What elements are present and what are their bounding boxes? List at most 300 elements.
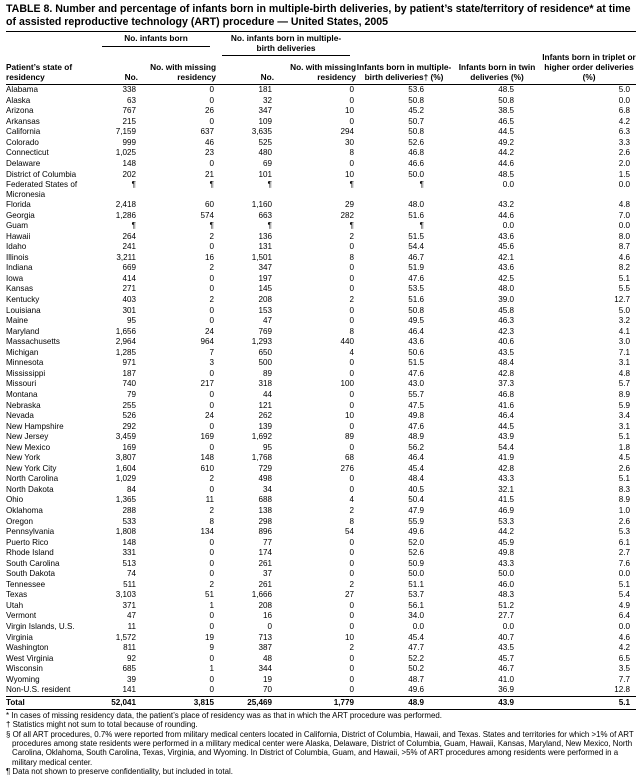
infants-no-cell: 526 — [122, 411, 136, 421]
table-row — [6, 401, 636, 412]
infants-no-cell: 241 — [122, 242, 136, 252]
triplet-pct-cell: 4.5 — [618, 453, 631, 463]
twin-pct-cell: 39.0 — [498, 295, 515, 305]
multiple-no-cell: ¶ — [267, 180, 273, 190]
state-cell: Rhode Island — [6, 548, 54, 558]
state-cell: Guam — [6, 221, 29, 231]
triplet-pct-cell: 7.0 — [618, 210, 631, 220]
state-cell: Mississippi — [6, 368, 46, 378]
table-title: TABLE 8. Number and percentage of infants born in multiple-birth deliveries, by patient’s state/territory of residence* at time of assisted reproductive technology (ART) procedure — United States, 2005 — [6, 3, 631, 28]
state-cell: Missouri — [6, 379, 37, 389]
state-cell: Maine — [6, 316, 29, 326]
triplet-pct-cell: 0.0 — [618, 221, 631, 231]
infants-no-cell: 513 — [122, 558, 136, 568]
multiple-missing-cell: 0 — [349, 421, 355, 431]
multiple-missing-cell: 0 — [349, 400, 355, 410]
multiple-missing-cell: ¶ — [349, 180, 355, 190]
multiple-pct-cell: 55.7 — [408, 389, 425, 399]
twin-pct-cell: 44.5 — [498, 127, 515, 137]
multiple-pct-cell: 46.6 — [408, 159, 425, 169]
state-cell: Iowa — [6, 273, 24, 283]
table-row — [6, 358, 636, 369]
multiple-missing-cell: 2 — [349, 643, 355, 653]
triplet-pct-cell: 4.6 — [618, 252, 631, 262]
table-row — [6, 590, 636, 601]
state-cell: Hawaii — [6, 231, 31, 241]
table-row — [6, 369, 636, 380]
multiple-no-cell: 47 — [263, 316, 273, 326]
multiple-no-cell: 197 — [258, 273, 273, 283]
state-cell: West Virginia — [6, 653, 54, 663]
header-multiple-missing: No. with missing residency — [290, 62, 357, 82]
state-cell: Nebraska — [6, 400, 41, 410]
multiple-no-cell: 480 — [258, 148, 273, 158]
infants-missing-cell: 2 — [209, 295, 215, 305]
state-cell: Washington — [6, 643, 49, 653]
infants-no-cell: 338 — [96, 85, 138, 96]
twin-pct-cell: 46.9 — [498, 505, 515, 515]
multiple-pct-cell: 40.5 — [408, 484, 425, 494]
multiple-no-cell: 713 — [258, 632, 273, 642]
footnote: * In cases of missing residency data, the patient’s place of residency was as that in which the ART procedure was performed. — [6, 710, 442, 720]
twin-pct-cell: 46.0 — [498, 579, 515, 589]
triplet-pct-cell: 2.6 — [618, 516, 631, 526]
twin-pct-cell: 50.0 — [498, 569, 515, 579]
infants-no-cell: 52,041 — [96, 696, 138, 709]
twin-pct-cell: 36.9 — [498, 685, 515, 695]
multiple-no-cell: 0 — [267, 621, 273, 631]
twin-pct-cell: 46.5 — [498, 116, 515, 126]
infants-missing-cell: 24 — [205, 326, 215, 336]
multiple-missing-cell: 0 — [349, 368, 355, 378]
infants-no-cell: 1,656 — [115, 326, 136, 336]
multiple-pct-cell: 48.7 — [408, 674, 425, 684]
table-row — [6, 327, 636, 338]
multiple-pct-cell: 47.6 — [408, 421, 425, 431]
twin-pct-cell: 44.2 — [498, 148, 515, 158]
twin-pct-cell: 0.0 — [502, 180, 515, 190]
table-row — [6, 295, 636, 306]
multiple-no-cell: 37 — [263, 569, 273, 579]
multiple-missing-cell: 100 — [340, 379, 355, 389]
twin-pct-cell: 42.1 — [498, 252, 515, 262]
triplet-pct-cell: 12.7 — [614, 295, 631, 305]
multiple-pct-cell: 45.2 — [408, 106, 425, 116]
triplet-pct-cell: 6.1 — [618, 537, 631, 547]
header-multi-pct: Infants born in multiple-birth deliveries† (%) — [356, 62, 452, 82]
triplet-pct-cell: 0.0 — [618, 95, 631, 105]
infants-missing-cell: 46 — [205, 137, 215, 147]
twin-pct-cell: 27.7 — [498, 611, 515, 621]
header-twin-pct: Infants born in twin deliveries (%) — [458, 62, 536, 82]
state-cell: Texas — [6, 590, 28, 600]
twin-pct-cell: 43.5 — [498, 347, 515, 357]
table-row — [6, 422, 636, 433]
footnote: ¶ Data not shown to preserve confidentiality, but included in total. — [6, 767, 233, 777]
multiple-pct-cell: 43.6 — [408, 337, 425, 347]
triplet-pct-cell: 2.7 — [618, 548, 631, 558]
twin-pct-cell: 0.0 — [502, 621, 515, 631]
infants-no-cell: 3,807 — [115, 453, 136, 463]
infants-no-cell: 999 — [122, 137, 136, 147]
infants-missing-cell: 0 — [209, 368, 215, 378]
multiple-missing-cell: 8 — [349, 252, 355, 262]
triplet-pct-cell: 4.8 — [618, 200, 631, 210]
multiple-missing-cell: 0 — [349, 442, 355, 452]
multiple-no-cell: 344 — [258, 664, 273, 674]
triplet-pct-cell: 8.9 — [618, 495, 631, 505]
state-cell: Massachusetts — [6, 337, 60, 347]
triplet-pct-cell: 2.0 — [618, 159, 631, 169]
infants-missing-cell: 3,815 — [138, 696, 216, 709]
header-multiple-no: No. — [260, 71, 275, 82]
twin-pct-cell: 40.6 — [498, 337, 515, 347]
infants-no-cell: 669 — [122, 263, 136, 273]
infants-no-cell: 3,459 — [115, 432, 136, 442]
state-cell: Federated States of Micronesia — [6, 180, 78, 199]
infants-no-cell: 414 — [122, 273, 136, 283]
multiple-missing-cell: 0 — [349, 569, 355, 579]
multiple-no-cell: 109 — [258, 116, 273, 126]
infants-no-cell: 95 — [126, 316, 136, 326]
multiple-no-cell: 139 — [258, 421, 273, 431]
multiple-missing-cell: 2 — [349, 231, 355, 241]
multiple-missing-cell: 0 — [349, 159, 355, 169]
table-row — [6, 106, 636, 117]
table-row — [6, 506, 636, 517]
infants-missing-cell: 0 — [209, 484, 215, 494]
multiple-missing-cell: 0 — [349, 116, 355, 126]
state-cell: Arkansas — [6, 116, 40, 126]
infants-missing-cell: 1 — [209, 600, 215, 610]
triplet-pct-cell: 8.0 — [618, 231, 631, 241]
multiple-pct-cell: 45.4 — [408, 632, 425, 642]
table-row — [6, 200, 636, 211]
multiple-missing-cell: 0 — [349, 653, 355, 663]
infants-no-cell: 271 — [122, 284, 136, 294]
triplet-pct-cell: 8.3 — [618, 484, 631, 494]
multiple-missing-cell: ¶ — [349, 221, 355, 231]
multiple-missing-cell: 2 — [349, 295, 355, 305]
multiple-no-cell: 729 — [258, 463, 273, 473]
table-row — [6, 664, 636, 675]
multiple-no-cell: 44 — [263, 389, 273, 399]
multiple-missing-cell: 0 — [349, 558, 355, 568]
triplet-pct-cell: 4.2 — [618, 643, 631, 653]
infants-no-cell: 187 — [122, 368, 136, 378]
multiple-missing-cell: 0 — [349, 600, 355, 610]
table-row — [6, 148, 636, 159]
multiple-no-cell: 16 — [263, 611, 273, 621]
table-row — [6, 306, 636, 317]
multiple-no-cell: 136 — [258, 231, 273, 241]
twin-pct-cell: 45.9 — [498, 537, 515, 547]
infants-missing-cell: 16 — [205, 252, 215, 262]
multiple-pct-cell: 53.6 — [356, 85, 452, 96]
twin-pct-cell: 40.7 — [498, 632, 515, 642]
infants-no-cell: 301 — [122, 305, 136, 315]
header-group-infants — [96, 32, 216, 60]
multiple-pct-cell: 49.6 — [408, 527, 425, 537]
table-row — [6, 453, 636, 464]
state-cell: Delaware — [6, 159, 41, 169]
state-cell: Colorado — [6, 137, 39, 147]
triplet-pct-cell: 7.1 — [618, 347, 631, 357]
infants-missing-cell: 26 — [205, 106, 215, 116]
multiple-no-cell: 525 — [258, 137, 273, 147]
multiple-missing-cell: 54 — [345, 527, 355, 537]
multiple-missing-cell: 27 — [345, 590, 355, 600]
multiple-missing-cell: 0 — [349, 305, 355, 315]
multiple-no-cell: 1,501 — [251, 252, 273, 262]
infants-no-cell: 971 — [122, 358, 136, 368]
table-row — [6, 284, 636, 295]
multiple-pct-cell: 49.8 — [408, 411, 425, 421]
table-row — [6, 611, 636, 622]
state-cell: District of Columbia — [6, 169, 77, 179]
triplet-pct-cell: 3.3 — [618, 137, 631, 147]
triplet-pct-cell: 3.4 — [618, 411, 631, 421]
infants-missing-cell: 9 — [209, 643, 215, 653]
multiple-no-cell: 1,293 — [251, 337, 273, 347]
table-row — [6, 464, 636, 475]
multiple-pct-cell: 47.6 — [408, 368, 425, 378]
multiple-no-cell: 34 — [263, 484, 273, 494]
table-body — [6, 85, 636, 710]
twin-pct-cell: 50.8 — [498, 95, 515, 105]
multiple-missing-cell: 0 — [349, 484, 355, 494]
multiple-no-cell: 262 — [258, 411, 273, 421]
multiple-missing-cell: 0 — [349, 664, 355, 674]
state-cell: North Dakota — [6, 484, 54, 494]
infants-missing-cell: 0 — [209, 653, 215, 663]
state-cell: Pennsylvania — [6, 527, 55, 537]
multiple-pct-cell: 46.4 — [408, 326, 425, 336]
twin-pct-cell: 44.5 — [498, 421, 515, 431]
table-row — [6, 495, 636, 506]
triplet-pct-cell: 8.7 — [618, 242, 631, 252]
table-row — [6, 180, 636, 200]
table-row — [6, 232, 636, 243]
state-cell: Ohio — [6, 495, 24, 505]
multiple-no-cell: 1,768 — [251, 453, 273, 463]
state-cell: Total — [6, 696, 96, 709]
state-cell: Georgia — [6, 210, 35, 220]
infants-no-cell: 1,604 — [115, 463, 136, 473]
twin-pct-cell: 43.2 — [498, 200, 515, 210]
multiple-missing-cell: 0 — [349, 273, 355, 283]
multiple-missing-cell: 29 — [345, 200, 355, 210]
multiple-missing-cell: 0 — [349, 263, 355, 273]
table-row — [6, 96, 636, 107]
multiple-missing-cell: 0 — [349, 316, 355, 326]
triplet-pct-cell: 0.0 — [618, 180, 631, 190]
multiple-missing-cell: 1,779 — [274, 696, 356, 709]
infants-missing-cell: 23 — [205, 148, 215, 158]
table-row — [6, 337, 636, 348]
multiple-pct-cell: ¶ — [419, 221, 425, 231]
infants-no-cell: ¶ — [131, 221, 136, 231]
multiple-no-cell: 347 — [258, 106, 273, 116]
state-cell: Virginia — [6, 632, 33, 642]
data-table — [6, 32, 636, 710]
infants-missing-cell: ¶ — [209, 180, 215, 190]
infants-no-cell: 148 — [122, 537, 136, 547]
twin-pct-cell: 43.6 — [498, 231, 515, 241]
infants-no-cell: 1,285 — [115, 347, 136, 357]
state-cell: Tennessee — [6, 579, 46, 589]
multiple-no-cell: 70 — [263, 685, 273, 695]
triplet-pct-cell: 1.0 — [618, 505, 631, 515]
multiple-no-cell: 387 — [258, 643, 273, 653]
multiple-pct-cell: 51.1 — [408, 579, 425, 589]
infants-no-cell: 403 — [122, 295, 136, 305]
table-row — [6, 559, 636, 570]
multiple-pct-cell: 0.0 — [412, 621, 425, 631]
infants-missing-cell: 0 — [209, 685, 215, 695]
infants-no-cell: 215 — [122, 116, 136, 126]
infants-no-cell: 1,029 — [115, 474, 136, 484]
state-cell: Vermont — [6, 611, 37, 621]
multiple-missing-cell: 0 — [349, 242, 355, 252]
infants-missing-cell: 0 — [209, 400, 215, 410]
header-infants-no: No. — [124, 71, 138, 82]
multiple-missing-cell: 68 — [345, 453, 355, 463]
twin-pct-cell: 51.2 — [498, 600, 515, 610]
multiple-no-cell: 19 — [263, 674, 273, 684]
infants-missing-cell: 574 — [200, 210, 215, 220]
infants-missing-cell: 11 — [205, 495, 215, 505]
footnote: § Of all ART procedures, 0.7% were reported from military medical centers located in California, District of Columbia, Hawaii, and Texas. States and territories for which >1% of ART procedures among state residents were performed in a military medical center were Alaska, Delaware, District of Columbia, Guam, Hawaii, Kansas, Maryland, New Mexico, North Carolina, Oklahoma, South Carolina, Texas, Virginia, and Wyoming. In District of Columbia, Guam, and Hawaii, >5% of ART procedures among residents were performed in a military medical center. — [6, 729, 634, 767]
infants-missing-cell: 2 — [209, 579, 215, 589]
table-row — [6, 138, 636, 149]
infants-missing-cell: 0 — [209, 558, 215, 568]
state-cell: Michigan — [6, 347, 39, 357]
triplet-pct-cell: 5.5 — [618, 284, 631, 294]
infants-no-cell: 685 — [122, 664, 136, 674]
multiple-pct-cell: 46.8 — [408, 148, 425, 158]
infants-missing-cell: 2 — [209, 474, 215, 484]
state-cell: South Carolina — [6, 558, 60, 568]
multiple-pct-cell: 48.0 — [408, 200, 425, 210]
table-row — [6, 643, 636, 654]
twin-pct-cell: 42.3 — [498, 326, 515, 336]
header-group-multiple — [216, 32, 356, 60]
multiple-no-cell: 69 — [263, 159, 273, 169]
triplet-pct-cell: 3.0 — [618, 337, 631, 347]
table-row — [6, 432, 636, 443]
multiple-no-cell: 688 — [258, 495, 273, 505]
infants-no-cell: 84 — [126, 484, 136, 494]
infants-no-cell: 39 — [126, 674, 136, 684]
twin-pct-cell: 49.2 — [498, 137, 515, 147]
state-cell: New Mexico — [6, 442, 51, 452]
multiple-pct-cell: 51.5 — [408, 231, 425, 241]
twin-pct-cell: 41.9 — [498, 453, 515, 463]
infants-missing-cell: 3 — [209, 358, 215, 368]
state-cell: Oklahoma — [6, 505, 43, 515]
triplet-pct-cell: 2.6 — [618, 148, 631, 158]
table-row — [6, 601, 636, 612]
triplet-pct-cell: 5.1 — [618, 579, 631, 589]
multiple-no-cell: 1,160 — [251, 200, 273, 210]
multiple-pct-cell: 51.9 — [408, 263, 425, 273]
multiple-pct-cell: 52.6 — [408, 548, 425, 558]
twin-pct-cell: 48.5 — [498, 169, 515, 179]
twin-pct-cell: 43.3 — [498, 558, 515, 568]
twin-pct-cell: 0.0 — [502, 221, 515, 231]
infants-no-cell: 288 — [122, 505, 136, 515]
triplet-pct-cell: 7.7 — [618, 674, 631, 684]
footnote: † Statistics might not sum to total because of rounding. — [6, 720, 198, 730]
table-row — [6, 538, 636, 549]
state-cell: California — [6, 127, 41, 137]
infants-no-cell: 92 — [126, 653, 136, 663]
infants-missing-cell: 0 — [209, 569, 215, 579]
table-row — [6, 675, 636, 686]
total-row — [6, 696, 636, 709]
table-row — [6, 159, 636, 170]
infants-missing-cell: 0 — [209, 389, 215, 399]
multiple-no-cell: 650 — [258, 347, 273, 357]
multiple-no-cell: 261 — [258, 558, 273, 568]
infants-missing-cell: 21 — [205, 169, 215, 179]
table-row — [6, 580, 636, 591]
infants-no-cell: 2,964 — [115, 337, 136, 347]
infants-no-cell: 2,418 — [115, 200, 136, 210]
infants-missing-cell: 51 — [205, 590, 215, 600]
table-row — [6, 379, 636, 390]
multiple-pct-cell: 51.5 — [408, 358, 425, 368]
infants-no-cell: 1,286 — [115, 210, 136, 220]
multiple-no-cell: 95 — [263, 442, 273, 452]
infants-missing-cell: 217 — [200, 379, 215, 389]
state-cell: Alaska — [6, 95, 31, 105]
state-cell: Non-U.S. resident — [6, 685, 71, 695]
triplet-pct-cell: 4.8 — [618, 368, 631, 378]
twin-pct-cell: 48.4 — [498, 358, 515, 368]
infants-missing-cell: 0 — [209, 305, 215, 315]
multiple-no-cell: 3,635 — [251, 127, 273, 137]
infants-no-cell: 533 — [122, 516, 136, 526]
table-row — [6, 274, 636, 285]
multiple-no-cell: 32 — [263, 95, 273, 105]
infants-missing-cell: 610 — [200, 463, 215, 473]
table-row — [6, 85, 636, 96]
multiple-missing-cell: 10 — [345, 106, 355, 116]
twin-pct-cell: 45.6 — [498, 242, 515, 252]
infants-missing-cell: 0 — [209, 316, 215, 326]
twin-pct-cell: 43.3 — [498, 474, 515, 484]
twin-pct-cell: 48.5 — [452, 85, 542, 96]
triplet-pct-cell: 4.2 — [618, 116, 631, 126]
multiple-missing-cell: 8 — [349, 148, 355, 158]
multiple-missing-cell: 10 — [345, 169, 355, 179]
triplet-pct-cell: 5.1 — [618, 474, 631, 484]
triplet-pct-cell: 5.3 — [618, 527, 631, 537]
twin-pct-cell: 41.0 — [498, 674, 515, 684]
table-row — [6, 569, 636, 580]
state-cell: Connecticut — [6, 148, 49, 158]
triplet-pct-cell: 6.5 — [618, 653, 631, 663]
multiple-pct-cell: 43.0 — [408, 379, 425, 389]
infants-missing-cell: 964 — [200, 337, 215, 347]
triplet-pct-cell: 3.1 — [618, 421, 631, 431]
twin-pct-cell: 42.8 — [498, 463, 515, 473]
multiple-pct-cell: 48.4 — [408, 474, 425, 484]
infants-no-cell: 292 — [122, 421, 136, 431]
state-cell: Puerto Rico — [6, 537, 49, 547]
